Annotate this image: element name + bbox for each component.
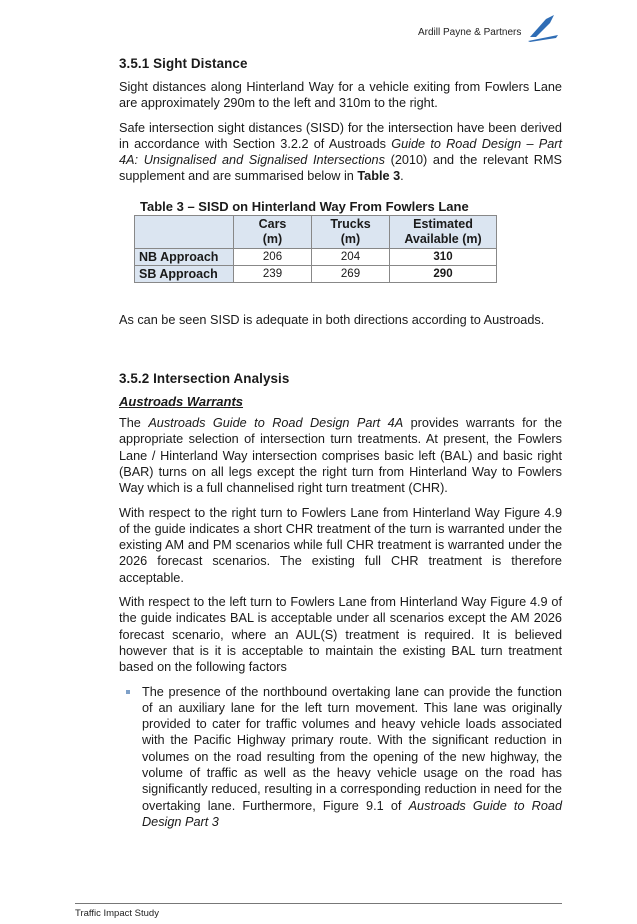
factor-list [119,684,562,831]
cell-available: 310 [390,248,497,265]
col-header-cars: Cars (m) [234,215,312,248]
paragraph-left-turn: With respect to the left turn to Fowlers Lane from Hinterland Way Figure 4.9 of the guide indicates BAL is acceptable under all scenarios except the AM 2026 forecast scenario, where an AUL(S) treatment is required. It is believed however that is it is acceptable to maintain the existing BAL turn treatment based on the following factors [119,595,562,675]
paragraph-sight-distances: Sight distances along Hinterland Way for a vehicle exiting from Fowlers Lane are approximately 290m to the left and 310m to the right. [119,80,562,111]
cell-cars: 239 [234,265,312,282]
page-footer [75,903,562,919]
table-row [135,265,497,282]
subheading-austroads-warrants: Austroads Warrants [119,394,244,410]
table-caption: Table 3 – SISD on Hinterland Way From Fowlers Lane [140,198,469,214]
table-header-row [135,215,497,248]
paragraph-sisd: Safe intersection sight distances (SISD) for the intersection have been derived in accordance with Section 3.2.2 of Austroads Guide to Road Design – Part 4A: Unsignalised and Signalised Intersections (2010) and the relevant RMS supplement and are summarised below in Table 3. [119,120,563,184]
col-header-available: Estimated Available (m) [390,215,497,248]
document-body [119,52,562,830]
row-label: NB Approach [135,248,234,265]
cell-cars: 206 [234,248,312,265]
cell-trucks: 269 [312,265,390,282]
footer-title: Traffic Impact Study [75,908,159,919]
table-corner-cell [135,215,234,248]
list-item: The presence of the northbound overtaking lane can provide the function of an auxiliary lane for the left turn movement. This lane was originally provided to cater for traffic volumes and heavy vehicle loads associated with the Pacific Highway primary route. With the significant reduction in volumes on the road resulting from the opening of the new highway, the volume of traffic as well as the heavy vehicle usage on the road has significantly reduced, resulting in a corresponding reduction in need for the overtaking lane. Furthermore, Figure 9.1 of Austroads Guide to Road Design Part 3 [119,684,562,831]
paragraph-austroads-warrants: The Austroads Guide to Road Design Part 4A provides warrants for the appropriate selection of intersection turn treatments. At present, the Fowlers Lane / Hinterland Way intersection comprises basic left (BAL) and basic right (BAR) turns on all legs except the right turn from Hinterland Way to Fowlers Way which is a full channelised right turn treatment (CHR). [119,416,563,496]
row-label: SB Approach [135,265,234,282]
table-row [135,248,497,265]
paragraph-right-turn: With respect to the right turn to Fowlers Lane from Hinterland Way Figure 4.9 of the guide indicates a short CHR treatment of the turn is warranted under the existing AM and PM scenarios while full CHR treatment is warranted under the 2026 forecast scenarios. The existing full CHR treatment is therefore acceptable. [119,505,562,585]
table-reference: Table 3 [357,169,401,184]
section-heading-sight-distance: 3.5.1 Sight Distance [119,56,248,71]
company-name: Ardill Payne & Partners [418,27,522,38]
cell-trucks: 204 [312,248,390,265]
section-heading-intersection-analysis: 3.5.2 Intersection Analysis [119,371,290,387]
cell-available: 290 [390,265,497,282]
col-header-trucks: Trucks (m) [312,215,390,248]
company-logo [526,13,560,48]
paragraph-sisd-conclusion: As can be seen SISD is adequate in both directions according to Austroads. [119,312,545,327]
sisd-table [134,215,497,283]
